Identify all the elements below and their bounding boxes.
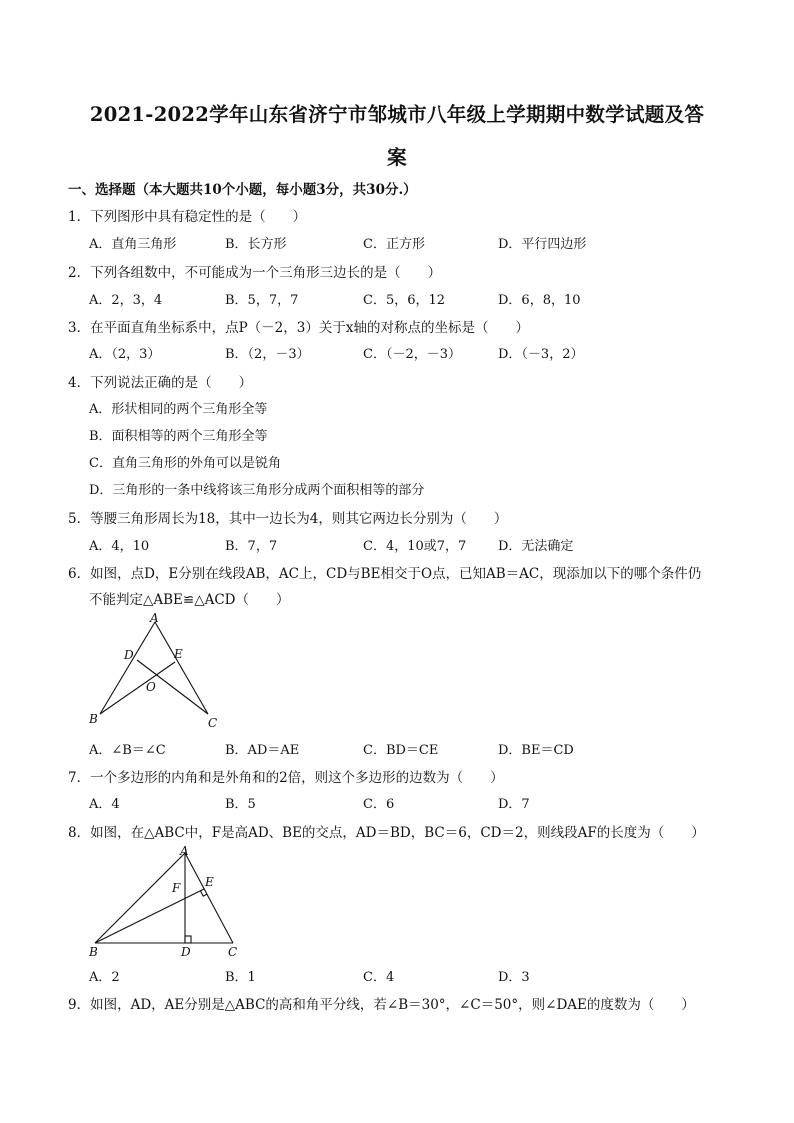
question-7-options — [0, 793, 794, 813]
label-d: D — [181, 945, 191, 959]
option-c: C．直角三角形的外角可以是锐角 — [89, 456, 281, 471]
option-c: C．BD＝CE — [363, 743, 439, 758]
option-d: D．平行四边形 — [498, 237, 587, 252]
figure-q8-triangle — [85, 843, 250, 963]
question-2-options — [0, 289, 794, 309]
option-b: B．5，7，7 — [225, 293, 299, 308]
question-9: 9．如图，AD，AE分别是△ABC的高和角平分线，若∠B＝30°，∠C＝50°，则∠DAE的度数为（ ） — [68, 997, 695, 1013]
option-a: A．2，3，4 — [89, 293, 163, 308]
option-b: B．7，7 — [225, 539, 278, 554]
option-b: B．1 — [225, 970, 256, 985]
option-c: C．6 — [363, 797, 395, 812]
label-a: A — [180, 844, 189, 858]
option-d: D．3 — [498, 970, 530, 985]
label-d: D — [124, 648, 134, 662]
label-e: E — [205, 875, 214, 889]
option-c: C．4 — [363, 970, 395, 985]
label-f: F — [172, 881, 181, 895]
option-b: B．AD＝AE — [225, 743, 300, 758]
option-d: D．无法确定 — [498, 539, 574, 554]
question-5: 5．等腰三角形周长为18，其中一边长为4，则其它两边长分别为（ ） — [68, 511, 508, 527]
question-6-options — [0, 739, 794, 759]
label-b: B — [89, 945, 98, 959]
title-line-2: 案 — [387, 146, 407, 169]
option-a: A．2 — [89, 970, 120, 985]
figure-q6-triangle — [85, 610, 235, 735]
question-3: 3．在平面直角坐标系中，点P（－2，3）关于x轴的对称点的坐标是（ ） — [68, 320, 529, 336]
question-1-options — [0, 233, 794, 253]
label-c: C — [228, 945, 238, 959]
question-5-options — [0, 535, 794, 555]
label-b: B — [89, 712, 98, 726]
question-6: 6．如图，点D，E分别在线段AB，AC上，CD与BE相交于O点，已知AB＝AC，现添加以下的哪个条件仍 — [68, 566, 702, 582]
question-2: 2．下列各组数中，不可能成为一个三角形三边长的是（ ） — [68, 265, 442, 281]
section-heading: 一、选择题（本大题共10个小题，每小题3分，共30分.） — [68, 182, 417, 198]
option-a: A．∠B＝∠C — [89, 743, 166, 758]
label-a: A — [150, 611, 159, 625]
option-b: B．面积相等的两个三角形全等 — [89, 429, 268, 444]
question-8: 8．如图，在△ABC中，F是高AD、BE的交点，AD＝BD，BC＝6，CD＝2，则线段AF的长度为（ ） — [68, 825, 705, 841]
option-c: C．正方形 — [363, 237, 425, 252]
question-8-options — [0, 966, 794, 986]
label-o: O — [146, 680, 156, 694]
option-b: B．（2，－3） — [225, 347, 310, 362]
option-b: B．长方形 — [225, 237, 287, 252]
question-1: 1．下列图形中具有稳定性的是（ ） — [68, 209, 307, 225]
option-d: D．（－3，2） — [498, 347, 584, 362]
option-a: A．4，10 — [89, 539, 150, 554]
option-c: C．4，10或7，7 — [363, 539, 467, 554]
option-d: D．三角形的一条中线将该三角形分成两个面积相等的部分 — [89, 483, 425, 498]
question-3-options — [0, 343, 794, 363]
option-a: A．（2，3） — [89, 347, 161, 362]
label-c: C — [208, 716, 218, 730]
label-e: E — [174, 647, 183, 661]
option-d: D．7 — [498, 797, 530, 812]
option-c: C．5，6，12 — [363, 293, 446, 308]
question-7: 7．一个多边形的内角和是外角和的2倍，则这个多边形的边数为（ ） — [68, 770, 504, 786]
option-a: A．直角三角形 — [89, 237, 177, 252]
page-title — [60, 93, 734, 179]
title-line-1: 2021-2022学年山东省济宁市邹城市八年级上学期期中数学试题及答 — [89, 103, 705, 126]
option-d: D．BE＝CD — [498, 743, 574, 758]
question-6-cont: 不能判定△ABE≌△ACD（ ） — [89, 592, 290, 608]
option-a: A．4 — [89, 797, 120, 812]
option-a: A．形状相同的两个三角形全等 — [89, 402, 268, 417]
question-4: 4．下列说法正确的是（ ） — [68, 375, 253, 391]
option-c: C．（－2，－3） — [363, 347, 461, 362]
option-d: D．6，8，10 — [498, 293, 581, 308]
option-b: B．5 — [225, 797, 256, 812]
